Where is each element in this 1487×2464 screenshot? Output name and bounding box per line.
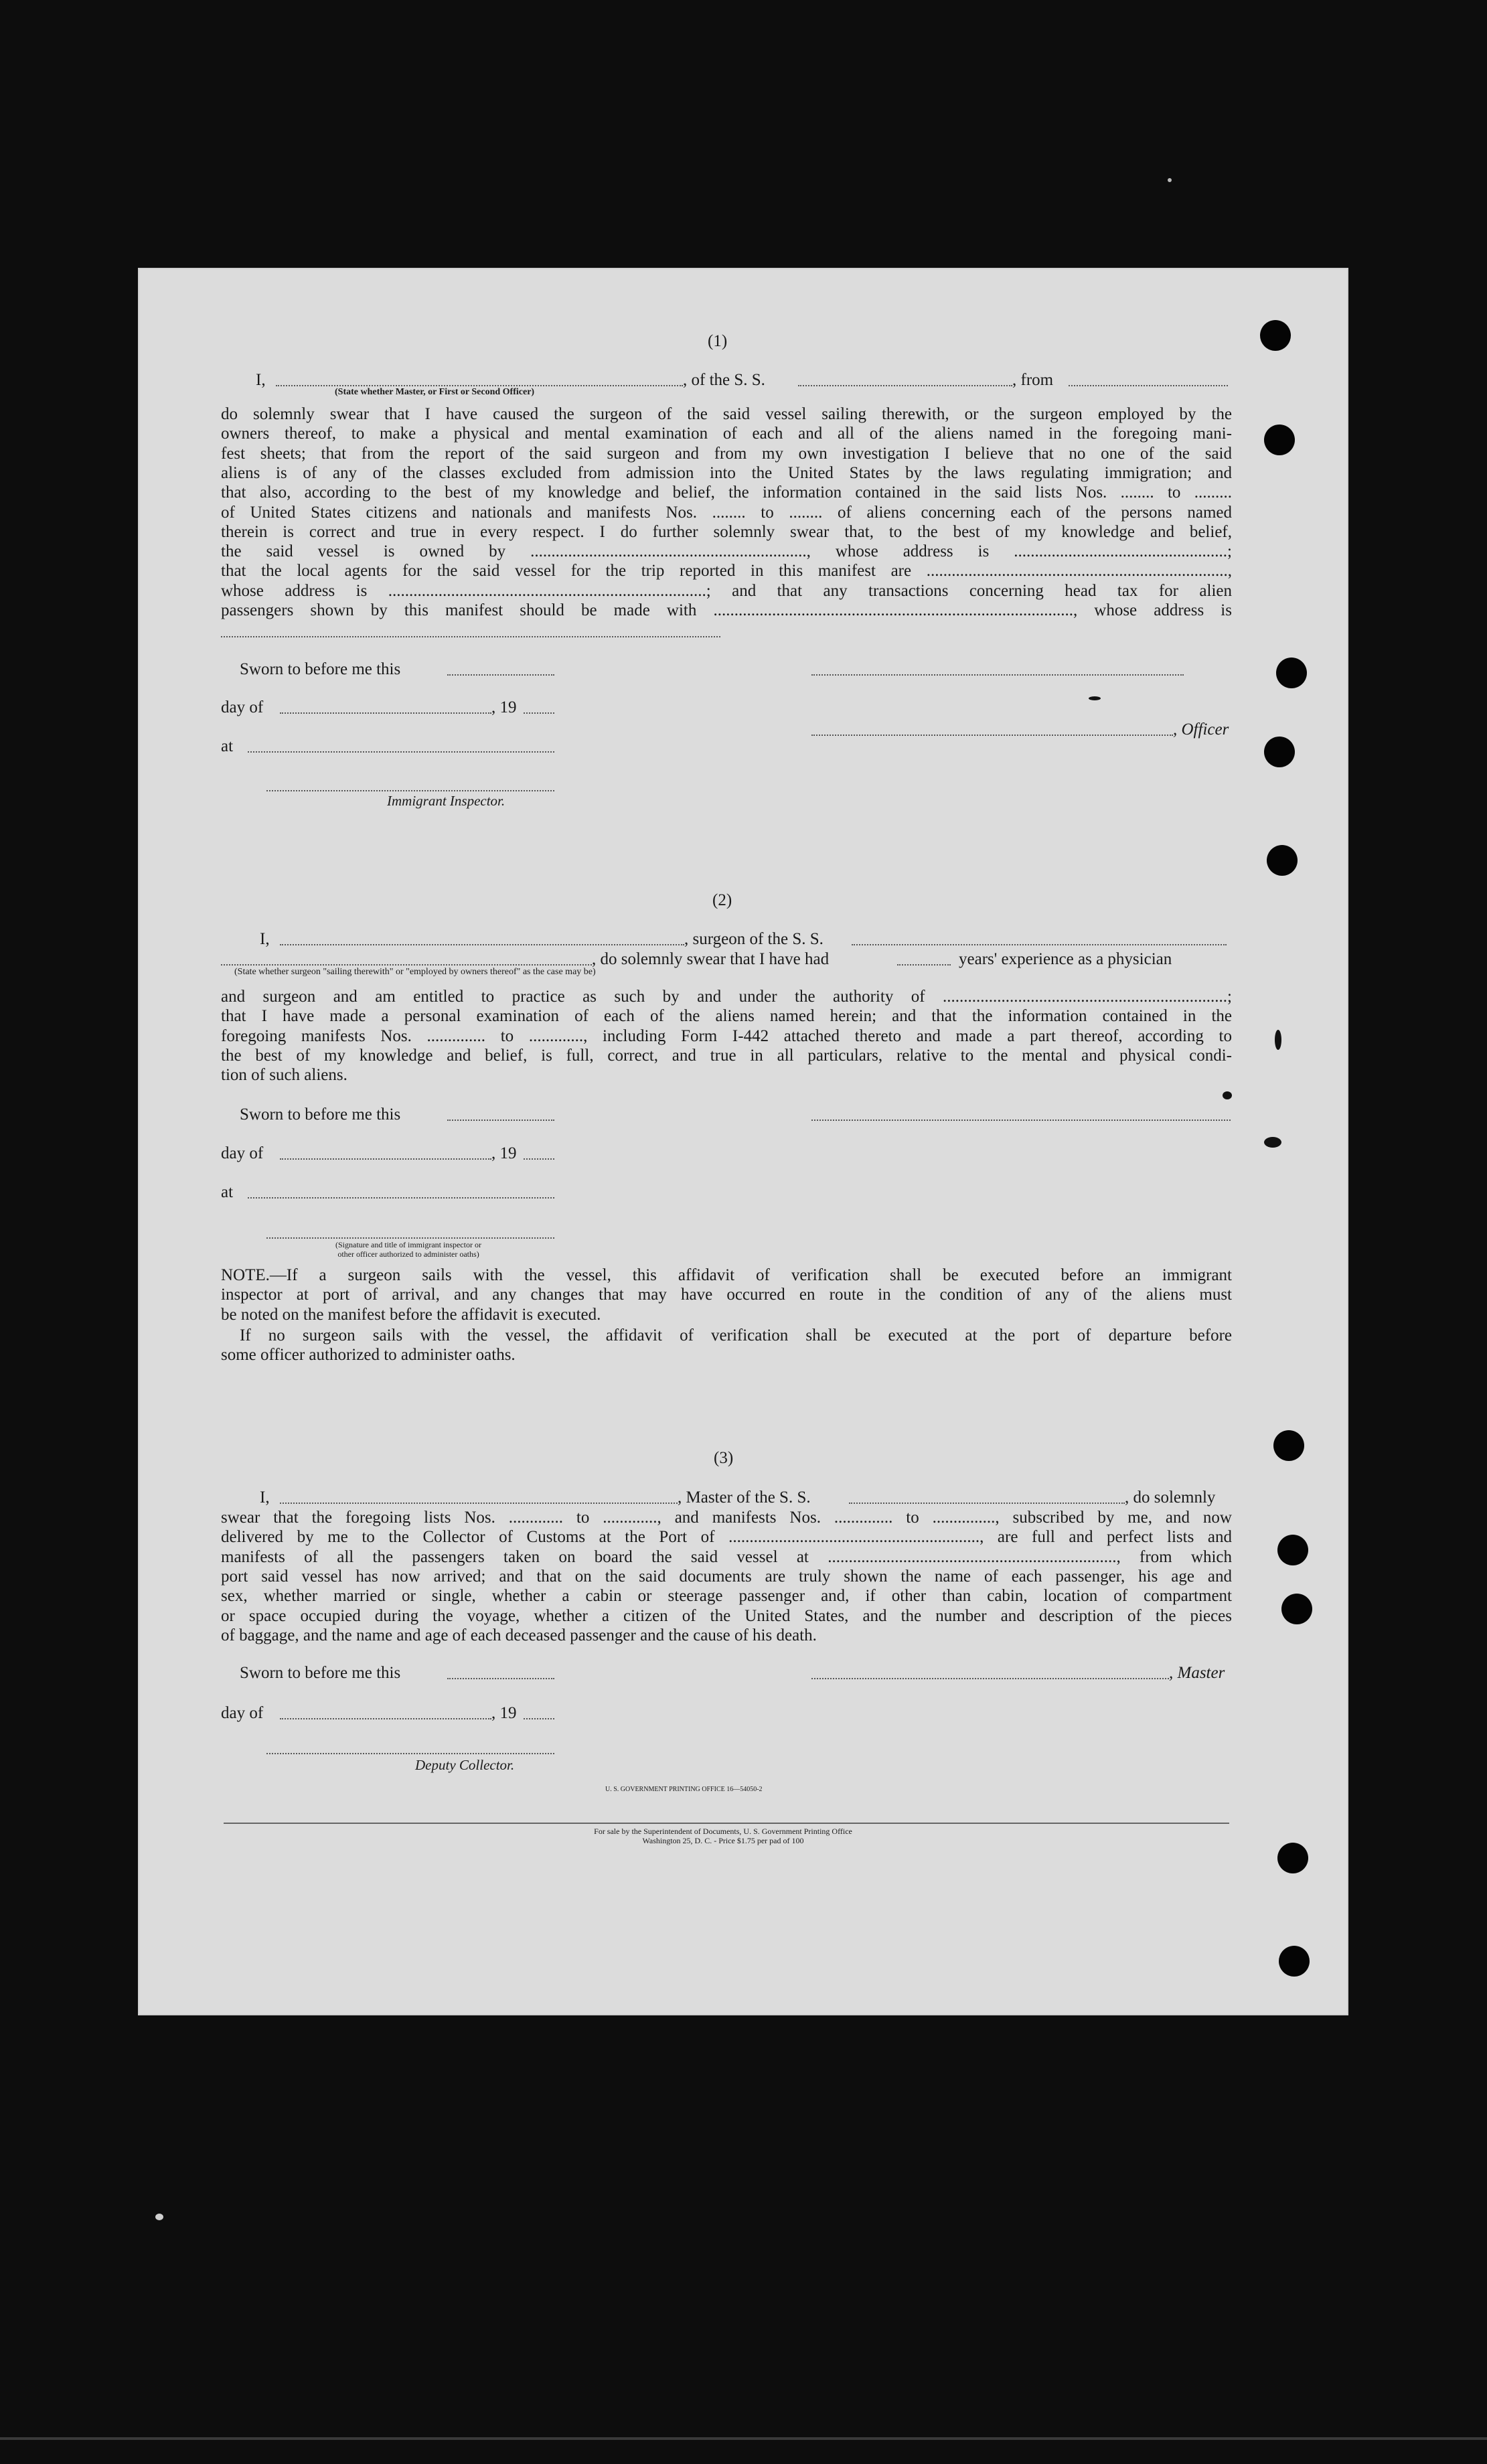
officer-note: (State whether Master, or First or Second Officer): [335, 387, 535, 397]
punch-hole: [1260, 320, 1291, 351]
section-1-year: , 19: [491, 698, 517, 716]
year-field[interactable]: [524, 712, 554, 714]
body-line: the best of my knowledge and belief, is full, correct, and true in all particulars, relative to the mental and physical condi-: [221, 1046, 1232, 1065]
gpo-imprint: U. S. GOVERNMENT PRINTING OFFICE 16—54050-2: [605, 1786, 763, 1793]
at-place-field-2[interactable]: [248, 1197, 554, 1199]
section-1-number: (1): [708, 332, 728, 350]
day-month-field[interactable]: [280, 712, 491, 714]
body-line: that I have made a personal examination of each of the aliens named herein; and that the information contained in the: [221, 1007, 1232, 1026]
section-2-i: I,: [260, 930, 270, 948]
inspector-label: Immigrant Inspector.: [387, 793, 505, 809]
collector-signature-field[interactable]: [266, 1753, 554, 1754]
body-line: owners thereof, to make a physical and mental examination of each and all of the aliens named in the foregoing mani-: [221, 425, 1232, 443]
section-3-do-solemnly: , do solemnly: [1125, 1488, 1216, 1507]
address-continuation-field[interactable]: [221, 636, 720, 637]
section-2-surgeon-of: , surgeon of the S. S.: [684, 930, 824, 948]
section-1-i: I,: [256, 371, 266, 389]
officer-signature-field[interactable]: [811, 674, 1184, 676]
body-line: whose address is ............................................................................; and that any transactions concerning head tax for alien: [221, 581, 1232, 600]
section-2-swear: , do solemnly swear that I have had: [592, 950, 830, 968]
surgeon-vessel-field[interactable]: [852, 944, 1227, 945]
body-line: be noted on the manifest before the affidavit is executed.: [221, 1305, 601, 1324]
section-1-day-of: day of: [221, 698, 264, 716]
body-line: swear that the foregoing lists Nos. ............. to ............., and manifests Nos. .............. to ..............., subscribed by me, and now: [221, 1509, 1232, 1527]
year-field-2[interactable]: [524, 1158, 554, 1160]
body-line: manifests of all the passengers taken on board the said vessel at ....................................................................., from which: [221, 1547, 1232, 1566]
body-line: and surgeon and am entitled to practice as such by and under the authority of ....................................................................;: [221, 988, 1232, 1006]
sale-line-1: For sale by the Superintendent of Documents, U. S. Government Printing Office: [594, 1827, 852, 1836]
body-line: of baggage, and the name and age of each deceased passenger and the cause of his death.: [221, 1626, 817, 1644]
ink-speck: [1223, 1091, 1232, 1099]
surgeon-signature-field[interactable]: [811, 1120, 1231, 1121]
punch-hole: [1267, 845, 1298, 876]
body-line: tion of such aliens.: [221, 1066, 347, 1085]
body-line: sex, whether married or single, whether a cabin or steerage passenger and, if other than cabin, location of compartment: [221, 1587, 1232, 1606]
authorized-officer-signature-field[interactable]: [266, 1237, 554, 1239]
master-vessel-field[interactable]: [849, 1503, 1125, 1504]
body-line: inspector at port of arrival, and any changes that may have occurred en route in the condition of any of the aliens must: [221, 1286, 1232, 1304]
note-line: some officer authorized to administer oaths.: [221, 1346, 516, 1365]
section-1-from: , from: [1012, 371, 1054, 389]
note-line: If no surgeon sails with the vessel, the affidavit of verification shall be executed at the port of departure before: [240, 1326, 1232, 1344]
day-month-field-3[interactable]: [280, 1718, 491, 1719]
master-label: , Master: [1169, 1664, 1225, 1682]
master-name-field[interactable]: [280, 1503, 678, 1504]
section-3-master-of: , Master of the S. S.: [678, 1488, 811, 1507]
officer-field[interactable]: [276, 385, 683, 386]
body-line: aliens is of any of the classes excluded from admission into the United States by the laws regulating immigration; and: [221, 463, 1232, 482]
body-line: passengers shown by this manifest should be made with ......................................................................................, whose address is: [221, 601, 1232, 619]
ink-speck: [1168, 178, 1172, 182]
body-line: of United States citizens and nationals and manifests Nos. ........ to ........ of aliens concerning each of the persons named: [221, 503, 1232, 522]
surgeon-name-field[interactable]: [280, 944, 684, 945]
section-2-years: years' experience as a physician: [959, 950, 1172, 968]
collector-label: Deputy Collector.: [415, 1757, 515, 1773]
surgeon-status-field[interactable]: [221, 964, 592, 966]
punch-hole: [1273, 1430, 1304, 1461]
body-line: that the local agents for the said vessel for the trip reported in this manifest are ........................................................................,: [221, 562, 1232, 581]
ink-speck: [1089, 696, 1101, 700]
section-1-at: at: [221, 737, 234, 755]
day-month-field-2[interactable]: [280, 1158, 491, 1160]
punch-hole: [1277, 1535, 1308, 1565]
body-line: or space occupied during the voyage, whether a citizen of the United States, and the number and description of the pieces: [221, 1606, 1232, 1625]
punch-hole: [1264, 737, 1295, 767]
punch-hole: [1264, 425, 1295, 455]
section-3-number: (3): [714, 1449, 734, 1467]
section-2-number: (2): [712, 891, 732, 909]
signature-note-1: (Signature and title of immigrant inspector or: [335, 1240, 481, 1249]
body-line: therein is correct and true in every respect. I do further solemnly swear that, to the best of my knowledge and belief,: [221, 522, 1232, 541]
punch-hole: [1277, 1843, 1308, 1873]
body-line: delivered by me to the Collector of Customs at the Port of ............................................................, are full and perfect lists and: [221, 1528, 1232, 1547]
body-line: foregoing manifests Nos. .............. to ............., including Form I-442 attached thereto and made a part thereof, according to: [221, 1026, 1232, 1045]
footer-rule: [224, 1823, 1229, 1824]
officer-label: , Officer: [1173, 720, 1229, 739]
section-3-day-of: day of: [221, 1704, 264, 1722]
years-experience-field[interactable]: [897, 964, 951, 966]
punch-hole: [1281, 1594, 1312, 1624]
body-line: do solemnly swear that I have caused the surgeon of the said vessel sailing therewith, or the surgeon employed by the: [221, 405, 1232, 423]
master-signature-field[interactable]: [811, 1678, 1169, 1679]
body-line: port said vessel has now arrived; and that on the said documents are truly shown the name of each passenger, his age and: [221, 1567, 1232, 1586]
punch-hole: [1279, 1946, 1310, 1977]
section-2-sworn: Sworn to before me this: [240, 1105, 401, 1124]
punch-hole: [1276, 658, 1307, 688]
body-line: NOTE.—If a surgeon sails with the vessel, this affidavit of verification shall be executed before an immigrant: [221, 1266, 1232, 1284]
sworn-date-field-3[interactable]: [447, 1678, 554, 1679]
section-3-i: I,: [260, 1488, 270, 1507]
ink-speck: [155, 2214, 163, 2220]
sworn-date-field-2[interactable]: [447, 1120, 554, 1121]
section-2-day-of: day of: [221, 1144, 264, 1162]
sale-line-2: Washington 25, D. C. - Price $1.75 per pad of 100: [642, 1836, 804, 1845]
section-3-year: , 19: [491, 1704, 517, 1722]
bottom-edge: [0, 2437, 1487, 2440]
ink-speck: [1275, 1030, 1281, 1050]
surgeon-note: (State whether surgeon "sailing therewith" or "employed by owners thereof" as the case may be): [234, 967, 596, 977]
at-place-field[interactable]: [248, 751, 554, 753]
section-2-year: , 19: [491, 1144, 517, 1162]
section-3-sworn: Sworn to before me this: [240, 1664, 401, 1682]
section-1-of-ss: , of the S. S.: [683, 371, 765, 389]
vessel-name-field[interactable]: [798, 385, 1012, 386]
from-port-field[interactable]: [1069, 385, 1228, 386]
body-line: that also, according to the best of my knowledge and belief, the information contained in the said lists Nos. ........ to .........: [221, 483, 1232, 502]
officer-name-field[interactable]: [811, 735, 1173, 736]
section-1-sworn: Sworn to before me this: [240, 660, 401, 678]
body-line: fest sheets; that from the report of the said surgeon and from my own investigation I believe that no one of the said: [221, 444, 1232, 463]
year-field-3[interactable]: [524, 1718, 554, 1719]
section-2-at: at: [221, 1183, 234, 1201]
sworn-date-field[interactable]: [447, 674, 554, 676]
ink-speck: [1264, 1137, 1281, 1148]
signature-note-2: other officer authorized to administer oaths): [337, 1249, 479, 1259]
body-line: the said vessel is owned by .................................................................., whose address is ...................................................;: [221, 542, 1232, 561]
